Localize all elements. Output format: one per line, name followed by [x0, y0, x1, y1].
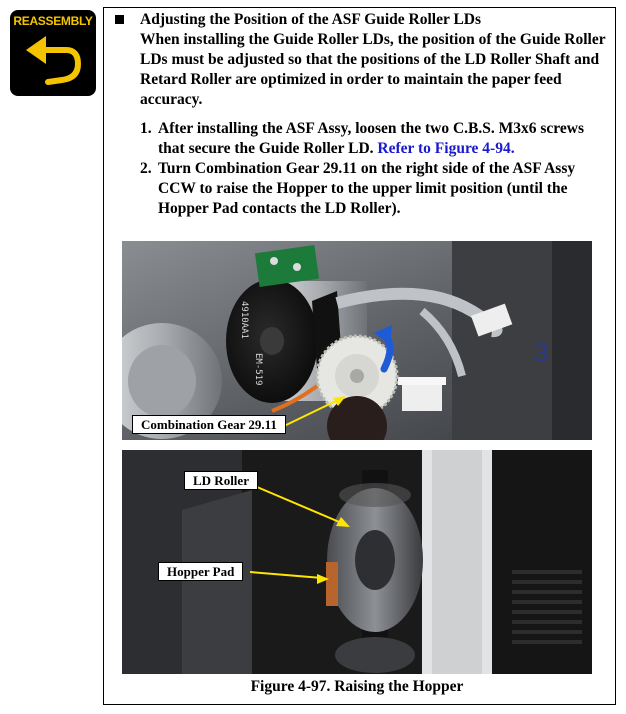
motor-model-label: EM-519 — [253, 353, 263, 386]
figure-caption: Figure 4-97. Raising the Hopper — [250, 678, 464, 695]
bullet-square — [115, 15, 124, 24]
callout-hopper-pad: Hopper Pad — [158, 562, 243, 581]
figure-reference-link[interactable]: Refer to Figure 4-94. — [377, 140, 515, 157]
step-item — [140, 119, 610, 159]
step-number: 1. — [140, 120, 152, 137]
section-title: Adjusting the Position of the ASF Guide Roller LDs — [140, 11, 482, 28]
asf-assembly-illustration — [122, 241, 592, 440]
step-list — [140, 119, 610, 219]
step-text: Turn Combination Gear 29.11 on the right side of the ASF Assy CCW to raise the Hopper to the upper limit position (until the Hopper Pad contacts the LD Roller). — [158, 160, 576, 217]
reassembly-badge — [10, 10, 96, 96]
section-text — [140, 10, 610, 110]
svg-text:3: 3 — [534, 337, 549, 367]
badge-label: REASSEMBLY — [13, 14, 93, 28]
step-text — [158, 119, 610, 159]
callout-combination-gear: Combination Gear 29.11 — [132, 415, 286, 434]
step-number: 2. — [140, 160, 152, 177]
section-intro: When installing the Guide Roller LDs, the position of the Guide Roller LDs must be adjusted so that the positions of the LD Roller Shaft and Retard Roller are optimized in order to maintain the paper feed accuracy. — [140, 31, 606, 108]
step-text-body: After installing the ASF Assy, loosen the two C.B.S. M3x6 screws that secure the Guide Roller LD. — [158, 120, 584, 157]
motor-part-number: 4910AA1 — [239, 301, 249, 339]
photo-ld-roller — [122, 450, 592, 674]
return-arrow-icon — [22, 34, 84, 92]
photo-combination-gear — [122, 241, 592, 440]
callout-ld-roller: LD Roller — [184, 471, 258, 490]
step-item — [140, 159, 610, 219]
